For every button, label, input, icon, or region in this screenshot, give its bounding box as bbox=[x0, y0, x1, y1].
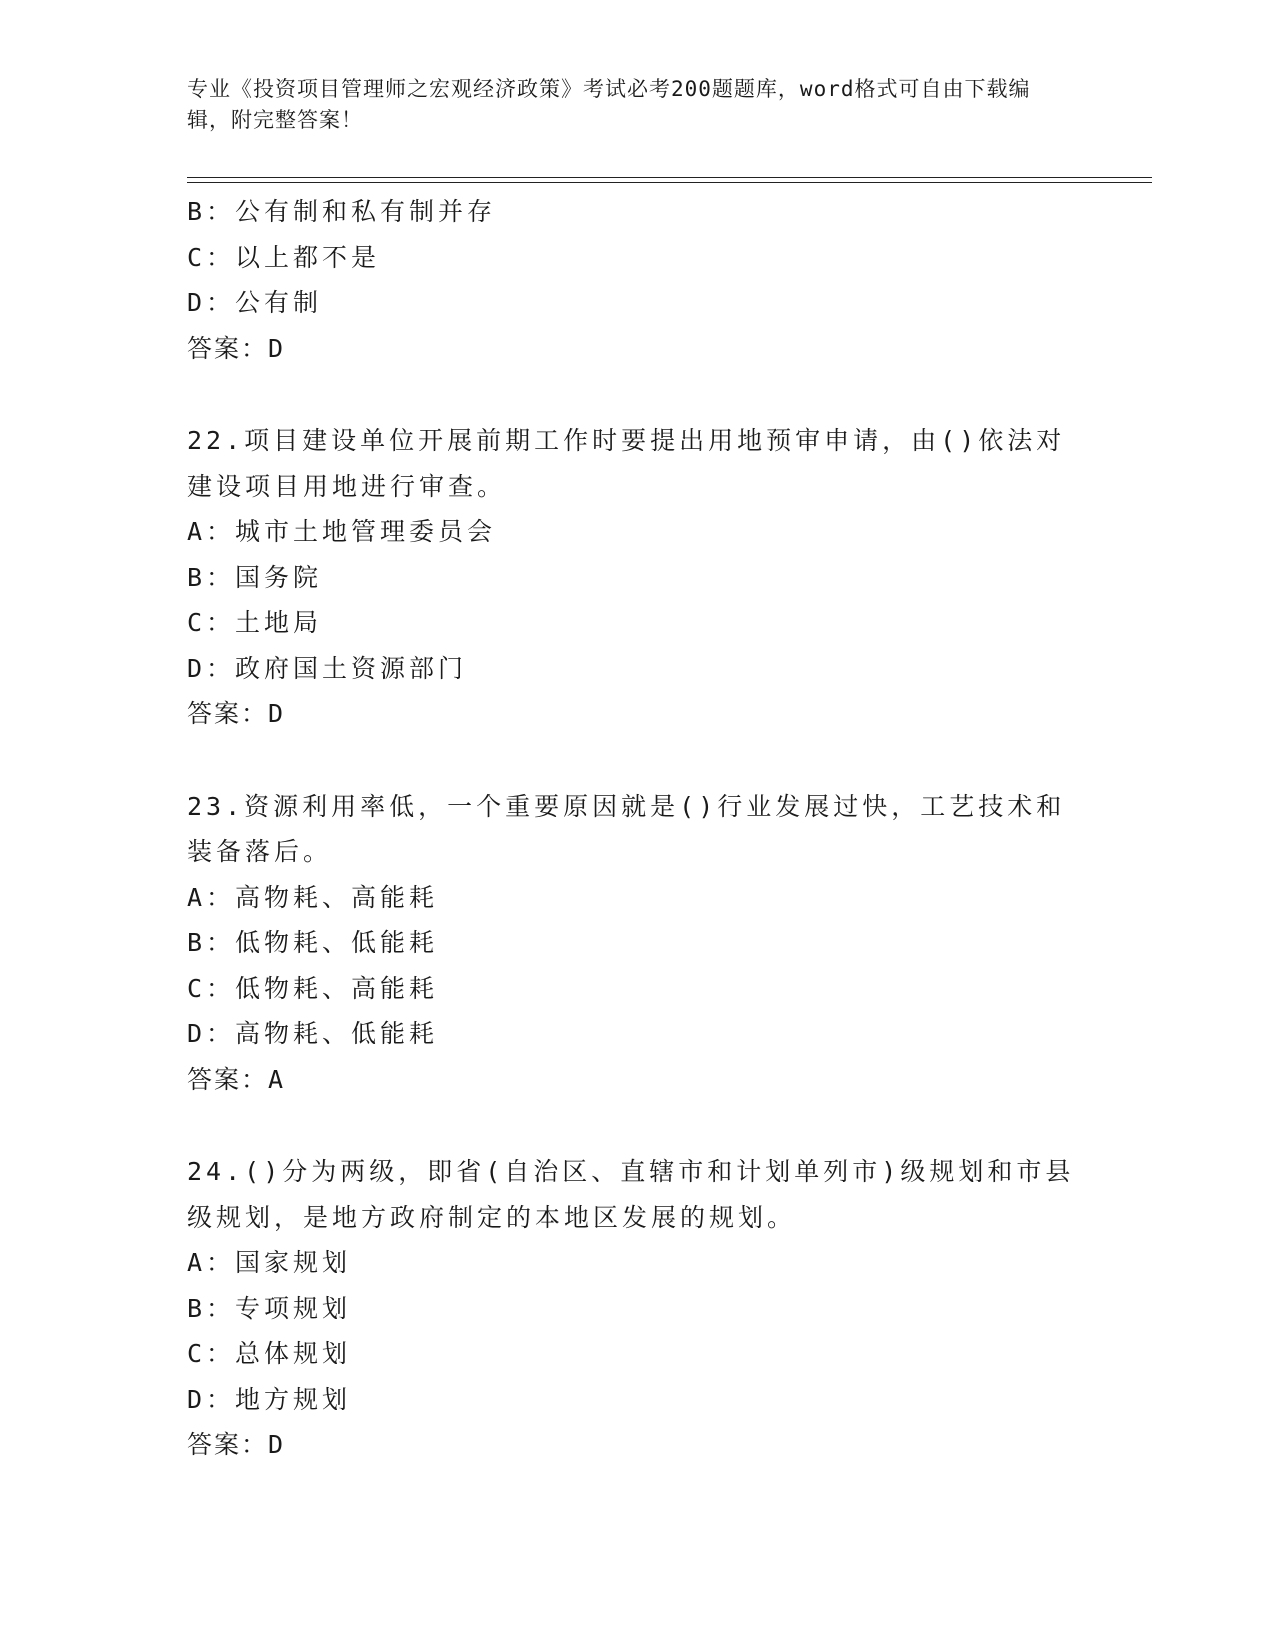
header-rule-top bbox=[187, 177, 1152, 178]
question-block-24 bbox=[187, 1149, 1087, 1468]
option-d: D：公有制 bbox=[187, 288, 323, 317]
answer-line: 答案：D bbox=[187, 333, 286, 363]
option-c: C：低物耗、高能耗 bbox=[187, 973, 439, 1003]
option-c: C：总体规划 bbox=[187, 1339, 352, 1368]
document-header: 专业《投资项目管理师之宏观经济政策》考试必考200题题库，word格式可自由下载编辑，附完整答案！ bbox=[187, 77, 1031, 132]
question-text: 24.()分为两级，即省(自治区、直辖市和计划单列市)级规划和市县级规划，是地方政府制定的本地区发展的规划。 bbox=[187, 1157, 1075, 1232]
answer-line: 答案：A bbox=[187, 1064, 286, 1094]
answer-line: 答案：D bbox=[187, 699, 286, 728]
option-b: B：国务院 bbox=[187, 562, 323, 592]
question-block-22 bbox=[187, 418, 1087, 737]
answer-line: 答案：D bbox=[187, 1430, 286, 1459]
header-rule-bottom bbox=[187, 182, 1152, 183]
option-b: B：低物耗、低能耗 bbox=[187, 928, 439, 957]
option-a: A：城市土地管理委员会 bbox=[187, 517, 497, 546]
option-c: C：以上都不是 bbox=[187, 242, 381, 272]
question-text: 22.项目建设单位开展前期工作时要提出用地预审申请，由()依法对建设项目用地进行审查。 bbox=[187, 426, 1066, 501]
question-block-partial bbox=[187, 189, 1087, 371]
question-block-23 bbox=[187, 784, 1087, 1103]
option-c: C：土地局 bbox=[187, 608, 323, 637]
question-list bbox=[187, 189, 1087, 1468]
option-a: A：国家规划 bbox=[187, 1248, 352, 1277]
question-text: 23.资源利用率低，一个重要原因就是()行业发展过快，工艺技术和装备落后。 bbox=[187, 791, 1066, 866]
option-d: D：政府国土资源部门 bbox=[187, 653, 468, 683]
option-b: B：专项规划 bbox=[187, 1293, 352, 1323]
option-d: D：地方规划 bbox=[187, 1384, 352, 1414]
option-d: D：高物耗、低能耗 bbox=[187, 1019, 439, 1048]
option-a: A：高物耗、高能耗 bbox=[187, 882, 439, 912]
option-b: B：公有制和私有制并存 bbox=[187, 197, 497, 226]
